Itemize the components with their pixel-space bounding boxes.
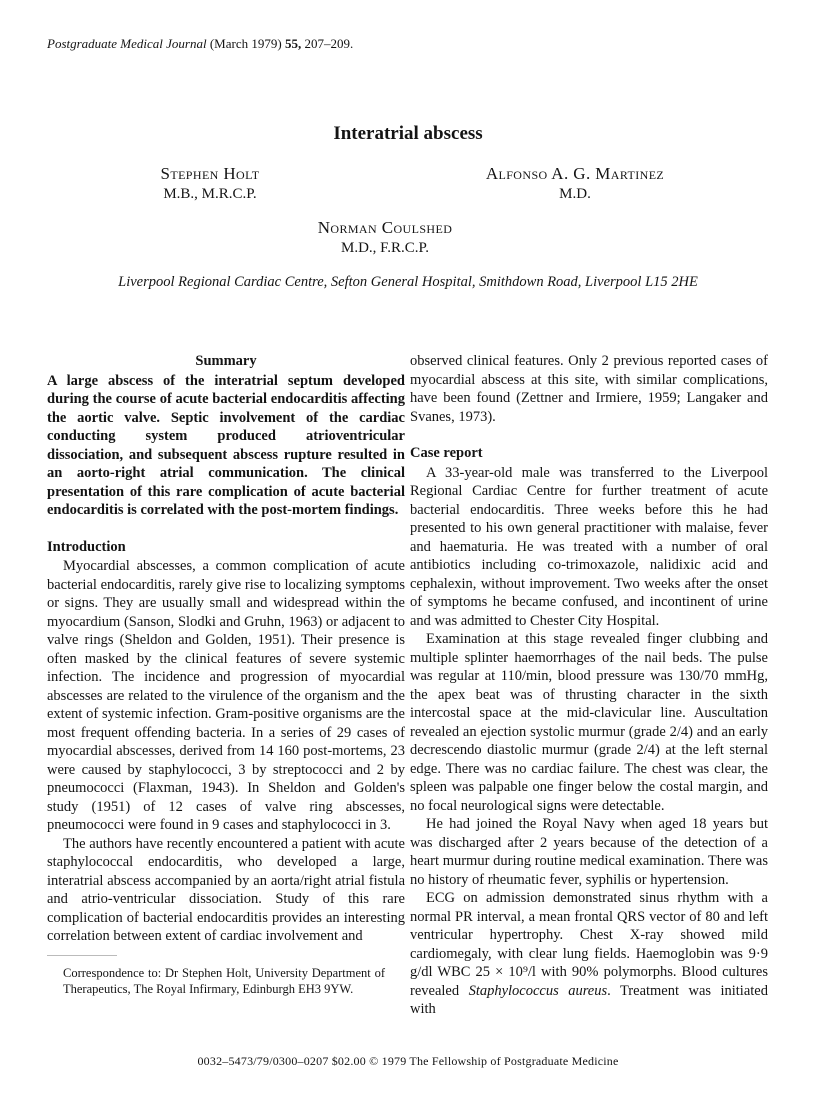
author-name: Alfonso A. G. Martinez bbox=[485, 164, 665, 183]
author-name: Stephen Holt bbox=[160, 164, 260, 183]
author-degrees: M.D., F.R.C.P. bbox=[340, 240, 429, 256]
journal-date: (March 1979) bbox=[209, 36, 282, 51]
organism-name: Staphylococcus aureus bbox=[468, 982, 608, 999]
author-2 bbox=[430, 163, 720, 205]
journal-header bbox=[47, 36, 353, 52]
copyright-footer: 0032–5473/79/0300–0207 $02.00 © 1979 The Fellowship of Postgraduate Medicine bbox=[197, 1054, 619, 1068]
case-report-paragraph-2: Examination at this stage revealed finger clubbing and multiple splinter haemorrhages of the nail beds. The pulse was regular at 110/min, blood pressure was 130/70 mmHg, the apex beat was of thrusting character in the sixth intercostal space at the mid-clavicular line. Auscultation revealed an ejection systolic murmur (grade 2/4) and an early decrescendo diastolic murmur (grade 2/4) at the left sternal edge. There was no cardiac failure. The chest was clear, the spleen was palpable one finger below the costal margin, and no focal neurological signs were detectable. bbox=[410, 631, 768, 814]
case-report-paragraph-1: A 33-year-old male was transferred to the Liverpool Regional Cardiac Centre for further treatment of acute bacterial endocarditis. Three weeks before this he had presented to his own general practitioner with malaise, fever and haematuria. He was treated with a number of oral antibiotics including co-trimoxazole, nalidixic acid and cephalexin, without improvement. Two weeks after the onset of symptoms he became confused, and incontinent of urine and was admitted to Chester City Hospital. bbox=[410, 464, 768, 629]
summary-text: A large abscess of the interatrial septum developed during the course of acute bacterial endocarditis affecting the aortic valve. Septic involvement of the cardiac conducting system produced atrioventricular dissociation, and subsequent abscess rupture resulted in an aorto-right atrial communication. The clinical presentation of this rare complication of acute bacterial endocarditis is correlated with the post-mortem findings. bbox=[47, 372, 405, 518]
case-report-paragraph-4 bbox=[410, 889, 768, 1019]
introduction-paragraph-1: Myocardial abscesses, a common complication of acute bacterial endocarditis, rarely give rise to localizing symptoms or signs. They are usually small and widespread within the myocardium (Sanson, Slodki and Gruhn, 1963) or adjacent to valve rings (Sheldon and Golden, 1951). Their presence is often masked by the clinical features of severe systemic infection. The incidence and progression of myocardial abscesses are related to the virulence of the organism and the extent of systemic infection. Gram-positive organisms are the most frequent offending bacteria. In a series of 29 cases of myocardial abscesses, derived from 14 160 post-mortems, 23 were caused by staphylococci, 3 by streptococci and 2 by pneumococci (Flaxman, 1943). In Sheldon and Golden's study (1951) of 12 cases of valve ring abscesses, pneumococci were found in 9 cases and staphylococci in 3. bbox=[47, 558, 405, 833]
author-1 bbox=[130, 163, 290, 205]
case-report-heading: Case report bbox=[410, 445, 483, 461]
author-3 bbox=[270, 217, 500, 259]
case-report-p4-start: ECG on admission demonstrated sinus rhythm with a normal PR interval, a mean frontal QRS vector of 80 and left ventricular hypertrophy. Chest X-ray showed mild cardiomegaly, with clear lung fields. Haemoglobin was 9·9 g/dl WBC 25 × 10⁹/l with 90% polymorphs. Blood cultures revealed bbox=[410, 890, 768, 999]
journal-name: Postgraduate Medical Journal bbox=[47, 36, 207, 51]
journal-pages: 207–209. bbox=[304, 36, 354, 51]
case-report-paragraph-3: He had joined the Royal Navy when aged 18 years but was discharged after 2 years because of the detection of a heart murmur during routine medical examination. There was no history of rheumatic fever, syphilis or hypertension. bbox=[410, 816, 768, 888]
introduction-heading: Introduction bbox=[47, 538, 126, 555]
author-name: Norman Coulshed bbox=[317, 218, 453, 237]
author-degrees: M.D. bbox=[559, 186, 591, 202]
article-title: Interatrial abscess bbox=[333, 123, 483, 144]
right-column bbox=[410, 352, 768, 1019]
affiliation: Liverpool Regional Cardiac Centre, Sefton General Hospital, Smithdown Road, Liverpool L15 2HE bbox=[118, 274, 698, 290]
correspondence-note bbox=[47, 965, 385, 997]
case-report-p4-end: . Treatment was initiated with bbox=[410, 982, 768, 1017]
introduction-paragraph-3: observed clinical features. Only 2 previous reported cases of myocardial abscess at this site, with similar complications, have been found (Zettner and Irmiere, 1959; Langaker and Svanes, 1973). bbox=[410, 353, 768, 425]
footnote-rule bbox=[47, 955, 117, 956]
left-column bbox=[47, 352, 405, 946]
introduction-paragraph-2: The authors have recently encountered a patient with acute staphylococcal endocarditis, who developed a large, interatrial abscess accompanied by an aorta/right atrial fistula and atrio-ventricular dissociation. Study of this rare complication of bacterial endocarditis provides an interesting correlation between extent of cardiac involvement and bbox=[47, 835, 405, 944]
correspondence-text: Correspondence to: Dr Stephen Holt, University Department of Therapeutics, The Royal Infirmary, Edinburgh EH3 9YW. bbox=[63, 966, 385, 996]
summary-heading: Summary bbox=[195, 353, 257, 369]
journal-volume: 55, bbox=[284, 36, 302, 51]
author-degrees: M.B., M.R.C.P. bbox=[163, 186, 257, 202]
